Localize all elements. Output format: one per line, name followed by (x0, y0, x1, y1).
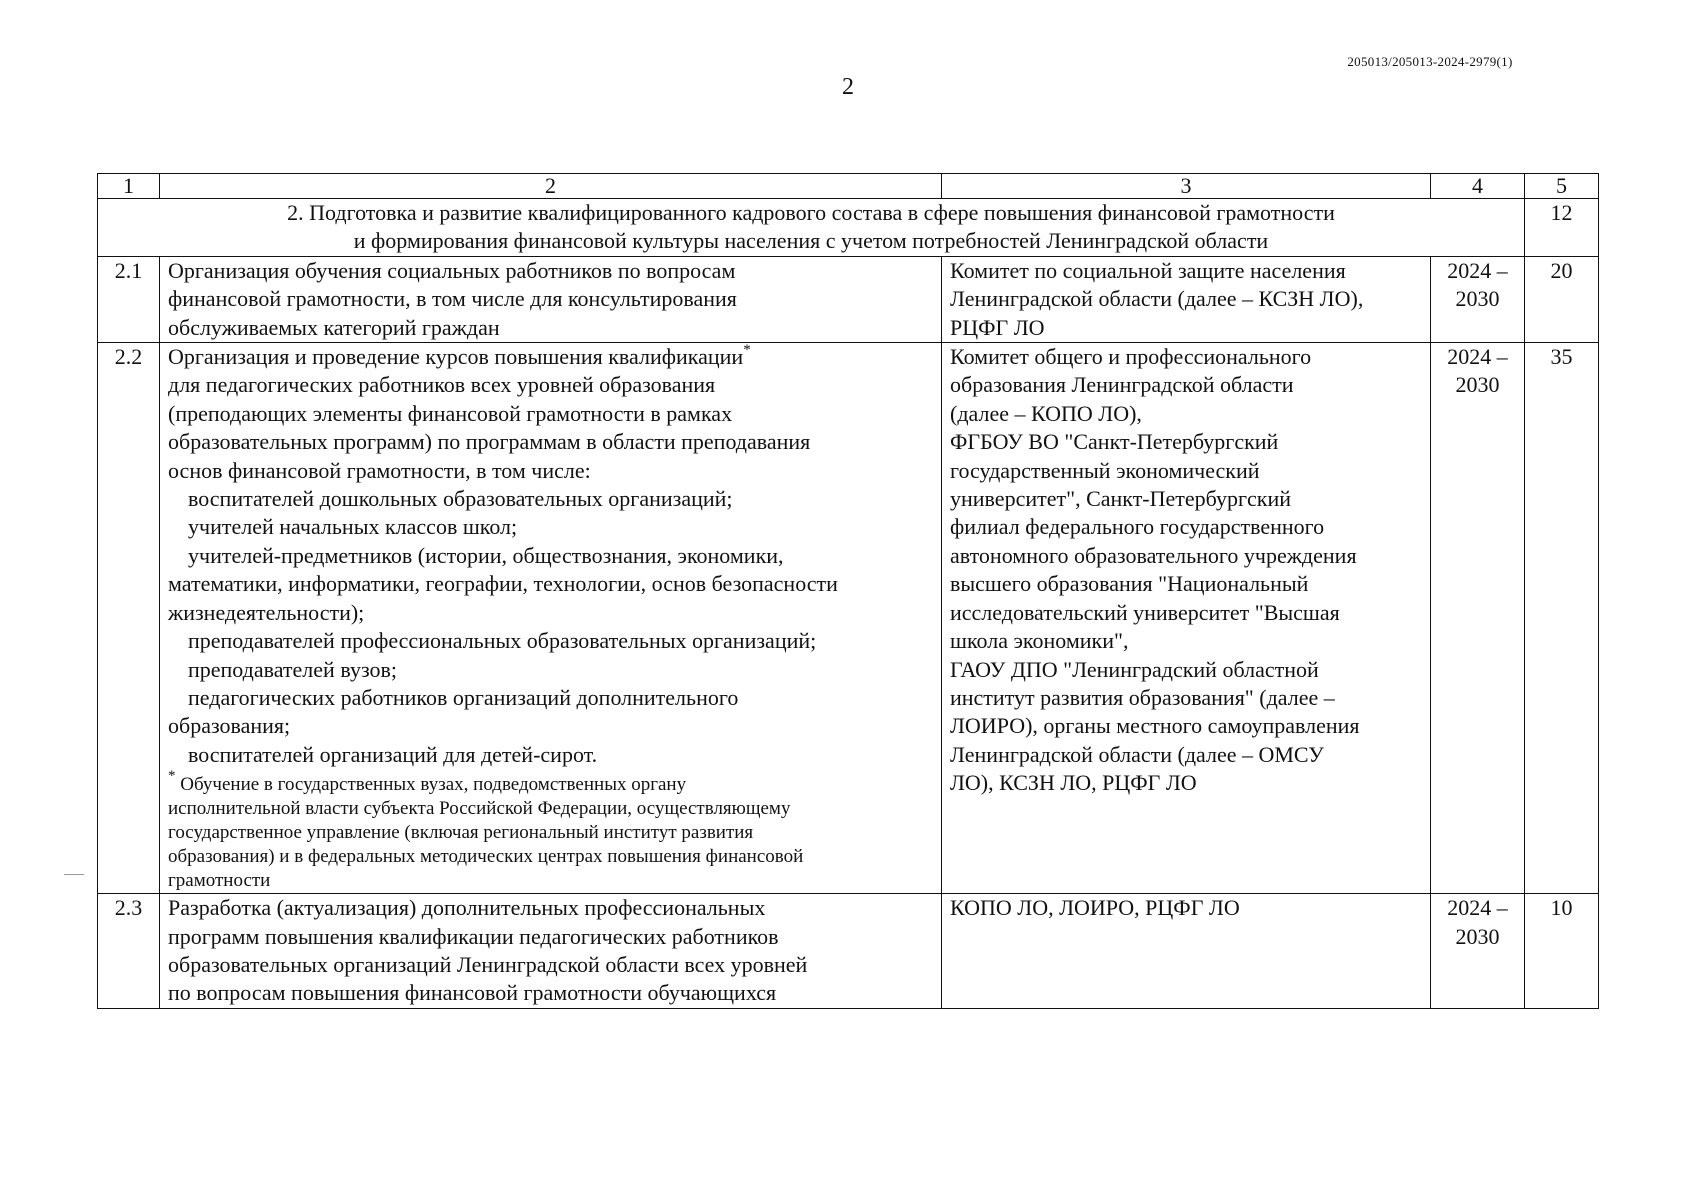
measure-line (168, 343, 933, 371)
executor-line: РЦФГ ЛО (950, 314, 1045, 340)
section-title-line: 2. Подготовка и развитие квалифицированного кадрового состава в сфере повышения финансовой грамотности (287, 200, 1335, 225)
measure-line: обслуживаемых категорий граждан (168, 314, 500, 340)
footnote-text: Обучение в государственных вузах, подведомственных органу (180, 774, 687, 796)
section-value: 12 (1525, 199, 1599, 257)
measure-line: Организация обучения социальных работников по вопросам (168, 257, 736, 283)
list-item-continuation: математики, информатики, географии, технологии, основ безопасности (168, 571, 838, 597)
measure-first-line: Организация и проведение курсов повышения квалификации (168, 344, 744, 370)
section-row (98, 199, 1599, 257)
executor-line: Комитет по социальной защите населения (950, 257, 1346, 283)
column-number: 5 (1525, 174, 1599, 199)
table-row (98, 894, 1599, 1009)
list-item: воспитателей организаций для детей-сирот. (188, 741, 598, 767)
column-number: 2 (160, 174, 942, 199)
executor-line: университет", Санкт-Петербургский (950, 486, 1292, 512)
period-cell (1431, 256, 1525, 342)
executor-line: филиал федерального государственного (950, 514, 1325, 540)
executor-line: (далее – КОПО ЛО), (950, 400, 1142, 426)
footnote-line (168, 768, 933, 797)
executor-line: ЛОИРО), органы местного самоуправления (950, 713, 1360, 739)
list-item: учителей начальных классов школ; (188, 514, 518, 540)
row-number: 2.2 (98, 343, 160, 894)
measure-line: для педагогических работников всех уровней образования (168, 372, 716, 398)
executor-line: ФГБОУ ВО "Санкт-Петербургский (950, 429, 1279, 455)
list-item: преподавателей профессиональных образовательных организаций; (188, 628, 817, 654)
executor-line: образования Ленинградской области (950, 372, 1294, 398)
section-title-line: и формирования финансовой культуры населения с учетом потребностей Ленинградской области (353, 228, 1269, 254)
list-item: педагогических работников организаций дополнительного (188, 684, 739, 710)
period-cell (1431, 343, 1525, 894)
period-end: 2030 (1455, 372, 1500, 398)
measure-line: (преподающих элементы финансовой грамотности в рамках (168, 400, 733, 426)
column-number: 1 (98, 174, 160, 199)
value-cell: 10 (1525, 894, 1599, 1009)
section-title (98, 199, 1525, 257)
footnote-line: исполнительной власти субъекта Российской Федерации, осуществляющему (168, 798, 791, 820)
measure-line: по вопросам повышения финансовой грамотности обучающихся (168, 980, 777, 1006)
executor-cell (942, 343, 1431, 894)
footnote-line: образования) и в федеральных методических центрах повышения финансовой (168, 846, 804, 868)
executor-cell (942, 256, 1431, 342)
executor-line: ГАОУ ДПО "Ленинградский областной (950, 656, 1319, 682)
list-item: преподавателей вузов; (188, 656, 398, 682)
footnote-line: государственное управление (включая региональный институт развития (168, 822, 754, 844)
table-row (98, 256, 1599, 342)
measure-cell (160, 343, 942, 894)
footnote-asterisk: * (743, 342, 751, 359)
measure-cell (160, 256, 942, 342)
row-number: 2.3 (98, 894, 160, 1009)
column-number: 3 (942, 174, 1431, 199)
footnote-asterisk: * (168, 768, 176, 785)
measure-line: образовательных организаций Ленинградской области всех уровней (168, 951, 808, 977)
period-end: 2030 (1455, 923, 1500, 949)
measures-table (97, 173, 1599, 1009)
period-start: 2024 – (1447, 895, 1508, 921)
row-number: 2.1 (98, 256, 160, 342)
period-end: 2030 (1455, 286, 1500, 312)
executor-line: ЛО), КСЗН ЛО, РЦФГ ЛО (950, 770, 1197, 796)
column-number: 4 (1431, 174, 1525, 199)
executor-line: школа экономики", (950, 628, 1129, 654)
column-number-row (98, 174, 1599, 199)
period-start: 2024 – (1447, 344, 1508, 370)
list-item: воспитателей дошкольных образовательных организаций; (188, 486, 733, 512)
executor-line: исследовательский университет "Высшая (950, 599, 1340, 625)
value-cell: 35 (1525, 343, 1599, 894)
footnote (168, 768, 933, 893)
measure-line: Разработка (актуализация) дополнительных профессиональных (168, 895, 766, 921)
period-start: 2024 – (1447, 257, 1508, 283)
executor-line: институт развития образования" (далее – (950, 684, 1335, 710)
list-item: учителей-предметников (истории, обществознания, экономики, (188, 542, 784, 568)
measure-cell (160, 894, 942, 1009)
page-number: 2 (842, 74, 854, 100)
executor-line: Комитет общего и профессионального (950, 344, 1312, 370)
executor-line: Ленинградской области (далее – КСЗН ЛО), (950, 286, 1364, 312)
period-cell (1431, 894, 1525, 1009)
list-item-continuation: жизнедеятельности); (168, 599, 365, 625)
margin-mark (64, 874, 84, 875)
executor-line: высшего образования "Национальный (950, 571, 1309, 597)
executor-line: Ленинградской области (далее – ОМСУ (950, 741, 1324, 767)
document-id: 205013/205013-2024-2979(1) (1347, 54, 1513, 69)
executor-cell: КОПО ЛО, ЛОИРО, РЦФГ ЛО (942, 894, 1431, 1009)
measure-line: финансовой грамотности, в том числе для консультирования (168, 286, 737, 312)
table-row (98, 343, 1599, 894)
executor-line: государственный экономический (950, 457, 1260, 483)
executor-line: автономного образовательного учреждения (950, 542, 1357, 568)
value-cell: 20 (1525, 256, 1599, 342)
measure-line: основ финансовой грамотности, в том числе: (168, 457, 591, 483)
list-item-continuation: образования; (168, 713, 291, 739)
measure-line: образовательных программ) по программам в области преподавания (168, 429, 811, 455)
measure-line: программ повышения квалификации педагогических работников (168, 923, 779, 949)
footnote-line: грамотности (168, 870, 271, 892)
